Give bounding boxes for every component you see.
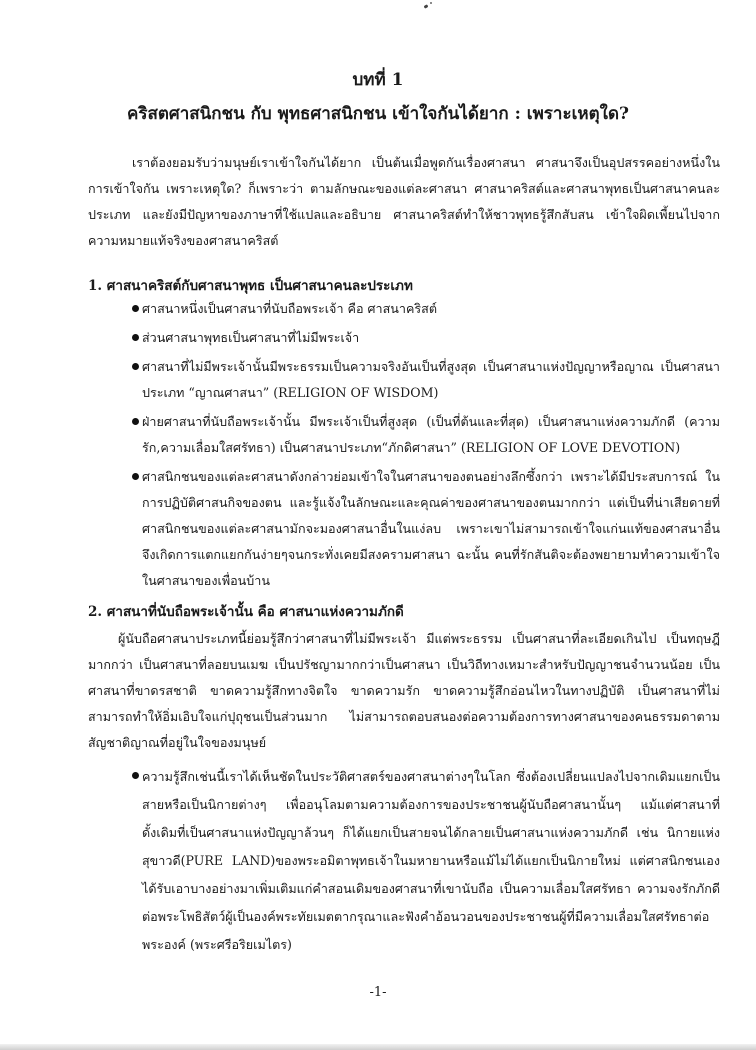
list-item: [88, 296, 720, 322]
page-number: -1-: [369, 985, 387, 1000]
list-item-text: ศาสนาหนึ่งเป็นศาสนาที่นับถือพระเจ้า คือ ศาสนาคริสต์: [142, 301, 437, 316]
scan-bottom-edge: [0, 1044, 756, 1050]
section-1-heading: 1. ศาสนาคริสต์กับศาสนาพุทธ เป็นศาสนาคนละประเภท: [88, 278, 413, 294]
list-item: [88, 464, 720, 594]
bullet-icon: [132, 305, 139, 312]
intro-paragraph: เราต้องยอมรับว่ามนุษย์เราเข้าใจกันได้ยาก เป็นต้นเมื่อพูดกันเรื่องศาสนา ศาสนาจึงเป็นอุปสรรคอย่างหนึ่งในการเข้าใจกัน เพราะเหตุใด? ก็เพราะว่า ตามลักษณะของแต่ละศาสนา ศาสนาคริสต์และศาสนาพุทธเป็นศาสนาคนละประเภท และยังมีปัญหาของภาษาที่ใช้แปลและอธิบาย ศาสนาคริสต์ทำให้ชาวพุทธรู้สึกสับสน เข้าใจผิดเพี้ยนไปจากความหมายแท้จริงของศาสนาคริสต์: [88, 155, 720, 248]
list-item-text: ศาสนิกชนของแต่ละศาสนาดังกล่าวย่อมเข้าใจในศาสนาของตนอย่างลึกซึ้งกว่า เพราะได้มีประสบการณ์ ในการปฏิบัติศาสนกิจของตน และรู้แจ้งในลักษณะและคุณค่าของศาสนาของตนมากกว่า แต่เป็นที่น่าเสียดายที่ศาสนิกชนของแต่ละศาสนามักจะมองศาสนาอื่นในแง่ลบ เพราะเขาไม่สามารถเข้าใจแก่นแท้ของศาสนาอื่นจึงเกิดการแตกแยกกันง่ายๆจนกระทั่งเคยมีสงครามศาสนา ฉะนั้น คนที่รักสันติจะต้องพยายามทำความเข้าใจในศาสนาของเพื่อนบ้าน: [142, 469, 720, 588]
scan-speck: [424, 4, 429, 9]
section-2-heading: 2. ศาสนาที่นับถือพระเจ้านั้น คือ ศาสนาแห่งความภักดี: [88, 604, 404, 620]
section-1-bullets: [88, 296, 720, 597]
bullet-icon: [132, 363, 139, 370]
list-item: [88, 354, 720, 406]
list-item-text: ศาสนาที่ไม่มีพระเจ้านั้นมีพระธรรมเป็นความจริงอันเป็นที่สูงสุด เป็นศาสนาแห่งปัญญาหรือญาณ เป็นศาสนาประเภท “ญาณศาสนา” (RELIGION OF WISDOM): [142, 359, 720, 400]
list-item: [88, 325, 720, 351]
bullet-icon: [132, 772, 139, 779]
bullet-icon: [132, 418, 139, 425]
list-item-text: ความรู้สึกเช่นนี้เราได้เห็นชัดในประวัติศาสตร์ของศาสนาต่างๆในโลก ซึ่งต้องเปลี่ยนแปลงไปจากเดิมแยกเป็นสายหรือเป็นนิกายต่างๆ เพื่ออนุโลมตามความต้องการของประชาชนผู้นับถือศาสนานั้นๆ แม้แต่ศาสนาที่ดั้งเดิมที่เป็นศาสนาแห่งปัญญาล้วนๆ ก็ได้แยกเป็นสายจนได้กลายเป็นศาสนาแห่งความภักดี เช่น นิกายแห่งสุขาวดี(PURE LAND)ของพระอมิตาพุทธเจ้าในมหายานหรือแม้ไม่ได้แยกเป็นนิกายใหม่ แต่ศาสนิกชนเองได้รับเอาบางอย่างมาเพิ่มเติมแก่คำสอนเดิมของศาสนาที่เขานับถือ เป็นความเลื่อมใสศรัทธา ความจงรักภักดีต่อพระโพธิสัตว์ผู้เป็นองค์พระทัยเมตตากรุณาและฟังคำอ้อนวอนของประชาชนผู้ที่มีความเลื่อมใสศรัทธาต่อพระองค์ (พระศรีอริยเมไตร): [142, 769, 720, 952]
list-item-text: ส่วนศาสนาพุทธเป็นศาสนาที่ไม่มีพระเจ้า: [142, 330, 360, 345]
chapter-number: บทที่ 1: [352, 70, 404, 90]
section-2-paragraph: ผู้นับถือศาสนาประเภทนี้ย่อมรู้สึกว่าศาสนาที่ไม่มีพระเจ้า มีแต่พระธรรม เป็นศาสนาที่ละเอียดเกินไป เป็นทฤษฎีมากกว่า เป็นศาสนาที่ลอยบนเมฆ เป็นปรัชญามากกว่าเป็นศาสนา เป็นวิถีทางเหมาะสำหรับปัญญาชนจำนวนน้อย เป็นศาสนาที่ขาดรสชาติ ขาดความรู้สึกทางจิตใจ ขาดความรัก ขาดความรู้สึกอ่อนไหวในทางปฏิบัติ เป็นศาสนาที่ไม่สามารถทำให้อิ่มเอิบใจแก่ปุถุชนเป็นส่วนมาก ไม่สามารถตอบสนองต่อความต้องการทางศาสนาของคนธรรมดาตามสัญชาติญาณที่อยู่ในใจของมนุษย์: [88, 631, 720, 750]
bullet-icon: [132, 334, 139, 341]
chapter-title: คริสตศาสนิกชน กับ พุทธศาสนิกชน เข้าใจกันได้ยาก : เพราะเหตุใด?: [127, 104, 629, 124]
list-item: [88, 763, 720, 959]
section-2-bullets: [88, 763, 720, 959]
scan-speck: [430, 2, 432, 4]
list-item-text: ฝ่ายศาสนาที่นับถือพระเจ้านั้น มีพระเจ้าเป็นที่สูงสุด (เป็นที่ต้นและที่สุด) เป็นศาสนาแห่งความภักดี (ความรัก,ความเลื่อมใสศรัทธา) เป็นศาสนาประเภท“ภักดิศาสนา” (RELIGION OF LOVE DEVOTION): [142, 414, 720, 455]
list-item: [88, 409, 720, 461]
bullet-icon: [132, 473, 139, 480]
